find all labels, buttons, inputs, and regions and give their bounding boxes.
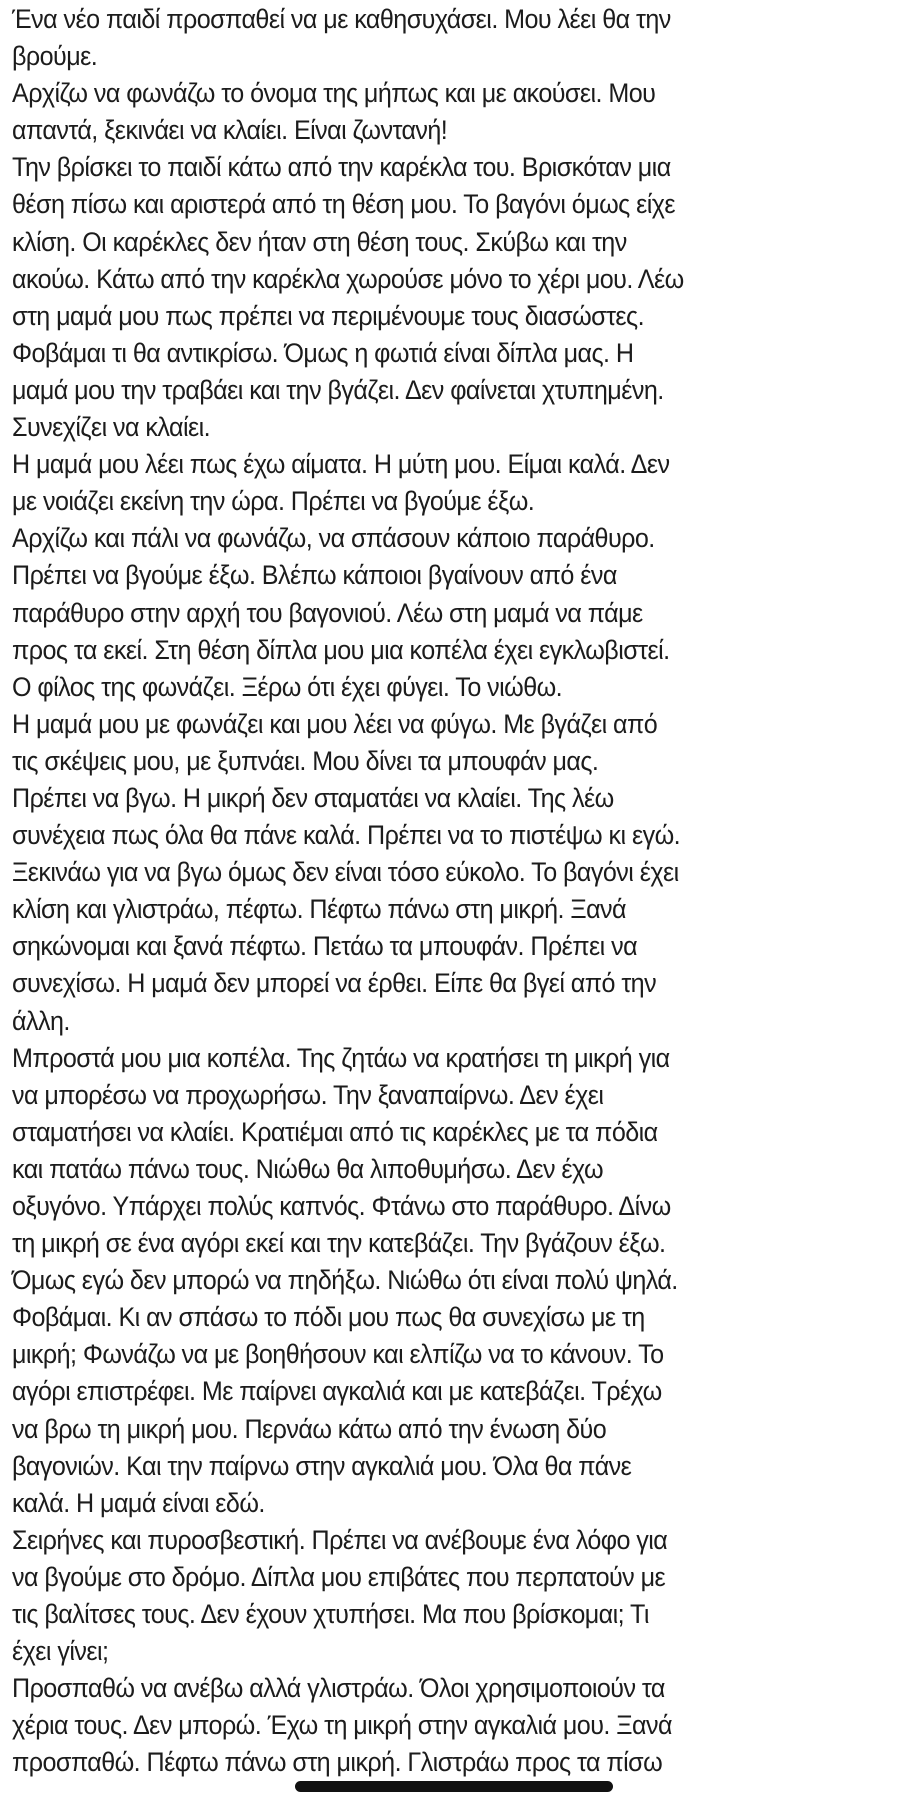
text-line: στη μαμά μου πως πρέπει να περιμένουμε τους διασώστες. bbox=[12, 300, 645, 331]
text-line: μαμά μου την τραβάει και την βγάζει. Δεν φαίνεται χτυπημένη. bbox=[12, 374, 664, 405]
text-line: και πατάω πάνω τους. Νιώθω θα λιποθυμήσω. Δεν έχω bbox=[12, 1153, 604, 1184]
text-line: θέση πίσω και αριστερά από τη θέση μου. Το βαγόνι όμως είχε bbox=[12, 189, 676, 220]
text-line: Πρέπει να βγούμε έξω. Βλέπω κάποιοι βγαίνουν από ένα bbox=[12, 560, 617, 591]
text-line: να βγούμε στο δρόμο. Δίπλα μου επιβάτες που περπατούν με bbox=[12, 1561, 666, 1592]
text-line: βαγονιών. Και την παίρνω στην αγκαλιά μου. Όλα θα πάνε bbox=[12, 1450, 632, 1481]
text-line: Την βρίσκει το παιδί κάτω από την καρέκλα του. Βρισκόταν μια bbox=[12, 152, 671, 183]
text-line: τις βαλίτσες τους. Δεν έχουν χτυπήσει. Μα που βρίσκομαι; Τι bbox=[12, 1599, 649, 1630]
text-line: Η μαμά μου λέει πως έχω αίματα. Η μύτη μου. Είμαι καλά. Δεν bbox=[12, 449, 670, 480]
text-line: κλίση. Οι καρέκλες δεν ήταν στη θέση τους. Σκύβω και την bbox=[12, 226, 627, 257]
text-line: Ξεκινάω για να βγω όμως δεν είναι τόσο εύκολο. Το βαγόνι έχει bbox=[12, 857, 679, 888]
text-line: Ένα νέο παιδί προσπαθεί να με καθησυχάσει. Μου λέει θα την bbox=[12, 4, 671, 34]
text-line: χέρια τους. Δεν μπορώ. Έχω τη μικρή στην αγκαλιά μου. Ξανά bbox=[12, 1710, 672, 1741]
text-line: Φοβάμαι. Κι αν σπάσω το πόδι μου πως θα συνεχίσω με τη bbox=[12, 1302, 645, 1333]
text-line: απαντά, ξεκινάει να κλαίει. Είναι ζωντανή! bbox=[12, 115, 448, 146]
text-line: Πρέπει να βγω. Η μικρή δεν σταματάει να κλαίει. Της λέω bbox=[12, 782, 614, 813]
text-line: να βρω τη μικρή μου. Περνάω κάτω από την ένωση δύο bbox=[12, 1413, 607, 1444]
text-line: οξυγόνο. Υπάρχει πολύς καπνός. Φτάνω στο παράθυρο. Δίνω bbox=[12, 1191, 671, 1221]
text-line: Αρχίζω να φωνάζω το όνομα της μήπως και με ακούσει. Μου bbox=[12, 78, 656, 109]
text-line: τη μικρή σε ένα αγόρι εκεί και την κατεβάζει. Την βγάζουν έξω. bbox=[12, 1228, 666, 1259]
text-line: συνέχεια πως όλα θα πάνε καλά. Πρέπει να το πιστέψω κι εγώ. bbox=[12, 820, 681, 851]
text-line: σταματήσει να κλαίει. Κρατιέμαι από τις καρέκλες με τα πόδια bbox=[12, 1116, 658, 1147]
text-line: Συνεχίζει να κλαίει. bbox=[12, 412, 211, 443]
text-line: κλίση και γλιστράω, πέφτω. Πέφτω πάνω στη μικρή. Ξανά bbox=[12, 894, 627, 925]
text-line: μικρή; Φωνάζω να με βοηθήσουν και ελπίζω να το κάνουν. Το bbox=[12, 1339, 664, 1370]
text-line: βρούμε. bbox=[12, 41, 98, 72]
text-line: καλά. Η μαμά είναι εδώ. bbox=[12, 1487, 265, 1518]
text-line: παράθυρο στην αρχή του βαγονιού. Λέω στη μαμά να πάμε bbox=[12, 597, 643, 628]
text-line: Μπροστά μου μια κοπέλα. Της ζητάω να κρατήσει τη μικρή για bbox=[12, 1042, 670, 1073]
text-line: Προσπαθώ να ανέβω αλλά γλιστράω. Όλοι χρησιμοποιούν τα bbox=[12, 1673, 665, 1704]
text-line: άλλη. bbox=[12, 1005, 70, 1036]
text-line: Σειρήνες και πυροσβεστική. Πρέπει να ανέβουμε ένα λόφο για bbox=[12, 1524, 668, 1555]
text-line: συνεχίσω. Η μαμά δεν μπορεί να έρθει. Είπε θα βγεί από την bbox=[12, 968, 657, 999]
text-line: Η μαμά μου με φωνάζει και μου λέει να φύγω. Με βγάζει από bbox=[12, 708, 658, 739]
text-line: προσπαθώ. Πέφτω πάνω στη μικρή. Γλιστράω προς τα πίσω bbox=[12, 1747, 663, 1778]
text-line: Ο φίλος της φωνάζει. Ξέρω ότι έχει φύγει. Το νιώθω. bbox=[12, 671, 563, 702]
text-line: Φοβάμαι τι θα αντικρίσω. Όμως η φωτιά είναι δίπλα μας. Η bbox=[12, 337, 634, 368]
document-body bbox=[12, 0, 834, 1781]
text-line: προς τα εκεί. Στη θέση δίπλα μου μια κοπέλα έχει εγκλωβιστεί. bbox=[12, 634, 670, 665]
text-line: να μπορέσω να προχωρήσω. Την ξαναπαίρνω. Δεν έχει bbox=[12, 1079, 604, 1110]
text-line: ακούω. Κάτω από την καρέκλα χωρούσε μόνο το χέρι μου. Λέω bbox=[12, 263, 684, 294]
text-line: Όμως εγώ δεν μπορώ να πηδήξω. Νιώθω ότι είναι πολύ ψηλά. bbox=[12, 1265, 678, 1296]
text-line: τις σκέψεις μου, με ξυπνάει. Μου δίνει τα μπουφάν μας. bbox=[12, 745, 599, 776]
text-line: σηκώνομαι και ξανά πέφτω. Πετάω τα μπουφάν. Πρέπει να bbox=[12, 931, 638, 962]
text-line: αγόρι επιστρέφει. Με παίρνει αγκαλιά και με κατεβάζει. Τρέχω bbox=[12, 1376, 662, 1407]
text-line: έχει γίνει; bbox=[12, 1636, 109, 1667]
home-indicator-bar[interactable] bbox=[295, 1781, 613, 1792]
text-line: με νοιάζει εκείνη την ώρα. Πρέπει να βγούμε έξω. bbox=[12, 486, 535, 517]
text-line: Αρχίζω και πάλι να φωνάζω, να σπάσουν κάποιο παράθυρο. bbox=[12, 523, 655, 554]
